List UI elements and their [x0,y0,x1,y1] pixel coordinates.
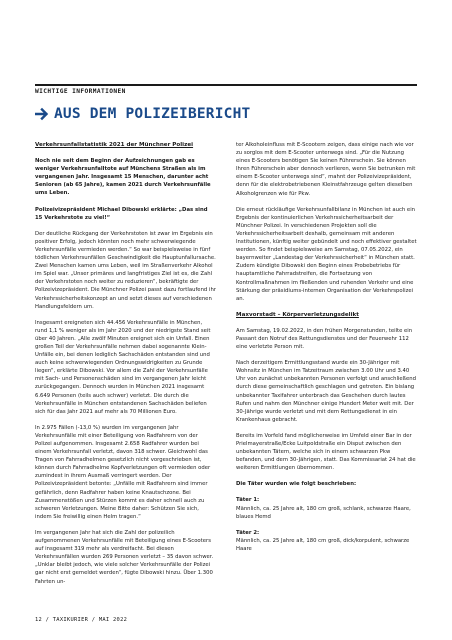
paragraph: ter Alkoholeinfluss mit E-Scootern zeigen, dass einige nach wie vor zu sorglos mit dem E-Scooter unterwegs sind. „Für die Nutzung eines E-Scooters benötigen Sie keinen Führerschein. Sie können Ihren Führerschein aber dennoch verlieren, wenn Sie betrunken mit einem E-Scooter unterwegs sind“, mahnt der Polizeivizepräsident, denn für die elektrobetriebenen Kleinstfahrzeuge gelten dieselben Alkoholgrenzen wie für Pkw. [236,142,416,197]
paragraph: Im vergangenen Jahr hat sich die Zahl der polizeilich aufgenommenen Verkehrsunfälle mit Beteiligung eines E-Scooters auf insgesamt 319 mehr als verdreifacht. Bei diesen Verkehrsunfällen wurden 269 Personen verletzt – 35 davon schwer. „Unklar bleibt jedoch, wie viele solcher Verkehrsunfälle der Polizei gar nicht erst gemeldet werden“, fügte Dibowski hinzu. Über 1.300 Fahrten un- [35,529,214,585]
paragraph: Am Samstag, 19.02.2022, in den frühen Morgenstunden, teilte ein Passant den Notruf des Rettungsdienstes und der Feuerwehr 112 eine verletzte Person mit. [236,327,413,351]
suspects-heading: Die Täter wurden wie folgt beschrieben: [236,481,357,488]
quote-heading: Polizeivizepräsident Michael Dibowski erklärte: „Das sind 15 Verkehrstote zu viel!“ [35,206,208,221]
suspect-2-heading: Täter 2: [236,529,260,536]
paragraph: Nach derzeitigem Ermittlungsstand wurde ein 30-Jähriger mit Wohnsitz in München im Tatzeitraum zwischen 3.00 Uhr und 3.40 Uhr von zunächst unbekannten Personen verfolgt und anschließend durch diese gemeinschaftlich geschlagen und getreten. Ein bislang unbekannter Taxifahrer unterbrach das Geschehen durch lautes Rufen und nahm den Münchner einige Hundert Meter weit mit. Der 30-Jährige wurde verletzt und mit dem Rettungsdienst in ein Krankenhaus gebracht. [236,360,416,423]
paragraph: Der deutliche Rückgang der Verkehrstoten ist zwar im Ergebnis ein positiver Erfolg, jedoch könnten noch mehr schwerwiegende Verkehrsunfälle vermieden werden.“ So war beispielsweise in fünf tödlichen Verkehrsunfällen Geschwindigkeit die Hauptunfallursache. Zwei Menschen kamen ums Leben, weil im Straßenverkehr Alkohol im Spiel war. „Unser primäres und langfristiges Ziel ist es, die Zahl der Verkehrstoten noch weiter zu reduzieren“, bekräftigte der Polizeivizepräsident. Die Münchner Polizei passt dazu fortlaufend ihr Verkehrssicherheitskonzept an und setzt dieses auf verschiedenen Handlungsfeldern um. [35,230,216,310]
paragraph: Die erneut rückläufige Verkehrsunfallbilanz in München ist auch ein Ergebnis der kontinuierlichen Verkehrssicherheitsarbeit der Münchner Polizei. In verschiedenen Projekten soll die Verkehrssicherheitsarbeit deshalb, gemeinsam mit anderen Institutionen, künftig weiter gebündelt und noch effektiver gestaltet werden. So findet beispielsweise am Samstag, 07.05.2022, ein bayernweiter „Landestag der Verkehrssicherheit“ in München statt. Zudem kündigte Dibowski den Beginn eines Probebetriebs für hauptamtliche Fahrradstreifen, die Fortsetzung von Kontrollmaßnahmen im fließenden und ruhenden Verkehr und eine Stärkung der präsidiums-internen Organisation der Verkehrspolizei an. [236,206,417,302]
paragraph: Insgesamt ereigneten sich 44.456 Verkehrsunfälle in München, rund 1,1 % weniger als im Jahr 2020 und der niedrigste Stand seit über 40 Jahren. „Alle zwölf Minuten ereignet sich ein Unfall. Einen großen Teil der Verkehrsunfälle nehmen dabei sogenannte Klein-Unfälle ein, bei denen lediglich Sachschäden entstanden sind und auch keine schwerwiegenden Ordnungswidrigkeiten zu Grunde liegen“, erklärte Dibowski. Vor allem die Zahl der Verkehrsunfälle mit Sach- und Personenschäden sind im vergangenen Jahr leicht zurückgegangen. Dennoch wurden in München 2021 insgesamt 6.649 Personen (teils auch schwer) verletzt. Die durch die Verkehrsunfälle in München entstandenen Sachschäden beliefen sich für das Jahr 2021 auf mehr als 70 Millionen Euro. [35,319,211,415]
right-column [236,141,417,561]
section-label: WICHTIGE INFORMATIONEN [35,88,126,95]
left-column [35,141,216,594]
suspect-2-description: Männlich, ca. 25 Jahre alt, 180 cm groß, dick/korpulent, schwarze Haare [236,537,410,552]
page-footer: 12 / TAXIKURIER / MAI 2022 [35,617,128,623]
title-row [35,104,250,124]
suspect-1-description: Männlich, ca. 25 Jahre alt, 180 cm groß, schlank, schwarze Haare, blaues Hemd [236,505,411,520]
page-title: AUS DEM POLIZEIBERICHT [54,106,251,122]
article-heading-maxvorstadt: Maxvorstadt – Körperverletzungsdelikt [236,311,359,318]
suspect-1-heading: Täter 1: [236,497,260,504]
top-rule [35,84,417,86]
article-heading-statistics: Verkehrsunfallstatistik 2021 der Münchner Polizei [35,142,194,148]
paragraph: In 2.975 Fällen (-13,0 %) wurden im vergangenen Jahr Verkehrsunfälle mit einer Beteiligung von Radfahrern von der Polizei aufgenommen. Insgesamt 2.658 Radfahrer wurden bei einem Verkehrsunfall verletzt, davon 318 schwer. Gleichwohl das Tragen von Fahrradhelmen gesetzlich nicht vorgeschrieben ist, können durch Fahrradhelme Kopfverletzungen oft vermieden oder zumindest in ihrem Ausmaß verringert werden. Der Polizeivizepräsident betonte: „Unfälle mit Radfahrern sind immer gefährlich, denn Radfahrer haben keine Knautschzone. Bei Zusammenstößen und Stürzen kommt es daher schnell auch zu schweren Verletzungen. Meine Bitte daher: Schützen Sie sich, indem Sie freiwillig einen Helm tragen.“ [35,424,211,520]
article-intro: Noch nie seit dem Beginn der Aufzeichnungen gab es weniger Verkehrsunfalltote auf Münchens Straßen als im vergangenen Jahr. Insgesamt 15 Menschen, darunter acht Senioren (ab 65 Jahre), kamen 2021 durch Verkehrsunfälle ums Leben. [35,158,211,197]
arrow-right-icon [35,107,49,121]
paragraph: Bereits im Vorfeld fand möglicherweise im Umfeld einer Bar in der Prielmayerstraße/Ecke Luitpoldstraße ein Disput zwischen den unbekannten Tätern, welche sich in einem schwarzen Pkw befanden, und dem 30-Jährigen, statt. Das Kommissariat 24 hat die weiteren Ermittlungen übernommen. [236,432,416,472]
